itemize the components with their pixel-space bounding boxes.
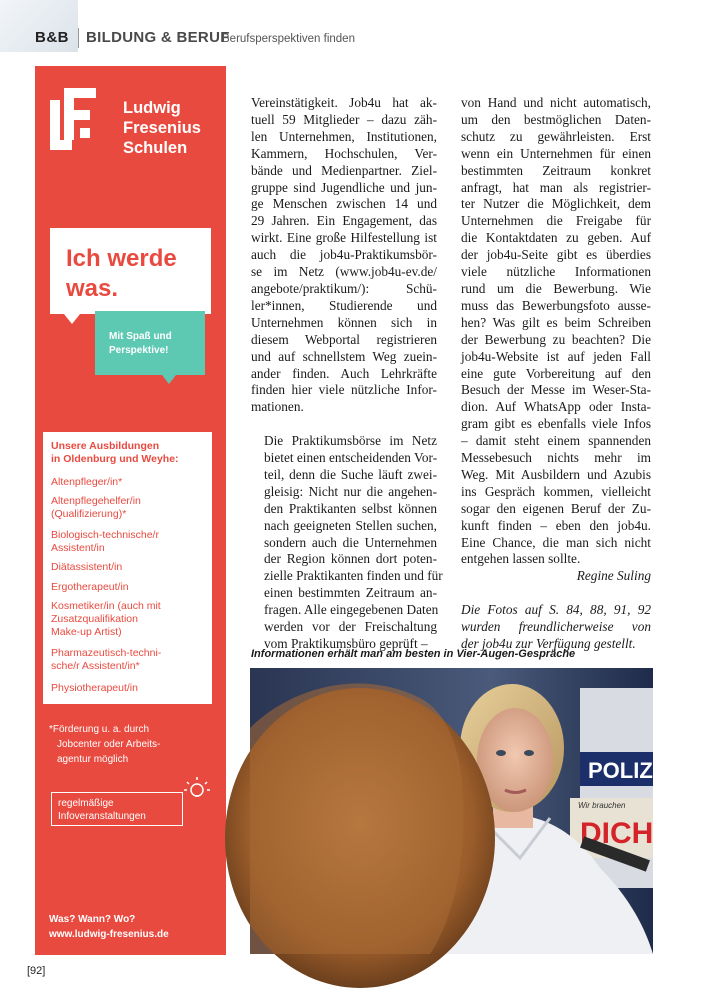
paragraph bbox=[251, 433, 443, 653]
section-subtitle: Berufsperspektiven finden bbox=[222, 33, 355, 45]
list-item: Ergotherapeut/in bbox=[51, 581, 129, 593]
photo-credit: Die Fotos auf S. 84, 88, 91, 92 wurden freundlicherweise von der job4u zur Verfügung gestellt. bbox=[461, 602, 651, 651]
text-line: vom Praktikumsbüro geprüft – bbox=[264, 635, 428, 651]
sign-subtext: Wir brauchen bbox=[578, 801, 626, 810]
list-item: Kosmetiker/in (auch mit Zusatzqualifikation Make-up Artist) bbox=[51, 600, 161, 638]
text-line: bände und Medienpartner. Ziel- bbox=[251, 162, 437, 178]
text-line: der Region können dort poten- bbox=[264, 551, 437, 567]
text-line: ge Menschen zwischen 14 und bbox=[251, 196, 437, 212]
text-line: ler*innen, Studierende und bbox=[251, 297, 437, 313]
magazine-logo: B&B bbox=[35, 29, 69, 46]
page-header bbox=[0, 0, 709, 56]
training-list bbox=[43, 432, 212, 704]
sign-big-text: DICH bbox=[580, 817, 654, 850]
text-line: Besuch der Messe im Weser-Sta- bbox=[461, 382, 651, 398]
mint-bubble bbox=[95, 311, 205, 375]
text-line: bestimmten Zeitraum konkret bbox=[461, 162, 651, 178]
lightbulb-icon bbox=[182, 774, 212, 804]
text-line: Vereinstätigkeit. Job4u hat ak- bbox=[251, 95, 437, 110]
text-line: 29 Jahren. Ein Engagement, das bbox=[251, 213, 437, 229]
slogan-text: Ich werde was. bbox=[66, 245, 177, 302]
text-line: hen? Was gilt es beim Schreiben bbox=[461, 314, 651, 330]
text-line: tuell 59 Mitglieder – dazu zäh- bbox=[251, 111, 437, 127]
info-events-box bbox=[51, 792, 183, 826]
text-line: zielle Praktikanten finden und für bbox=[264, 568, 443, 584]
text-line: sondern auch die Unternehmen bbox=[264, 534, 437, 550]
section-title: BILDUNG & BERUF bbox=[86, 29, 230, 46]
brand-name: Ludwig Fresenius Schulen bbox=[123, 99, 201, 157]
advertisement-panel bbox=[35, 66, 226, 955]
text-line: gram gibt es ebenfalls viele Infos bbox=[461, 416, 651, 432]
article-photo bbox=[250, 668, 674, 954]
text-line: Weg. Mit Ausbildern und Azubis bbox=[461, 466, 651, 482]
funding-footnote: *Förderung u. a. durch Jobcenter oder Arbeits- agentur möglich bbox=[49, 724, 161, 765]
text-line: werden vor der Freischaltung bbox=[264, 619, 437, 635]
text-line: von Hand und nicht automatisch, bbox=[461, 95, 651, 110]
text-line: schutz zu gewährleisten. Erst bbox=[461, 128, 651, 144]
text-line: kunft finden – eben den job4u. bbox=[461, 517, 651, 533]
website-link[interactable]: www.ludwig-fresenius.de bbox=[49, 929, 169, 940]
article-column-1 bbox=[251, 95, 443, 653]
text-line: len Unternehmen, Institutionen, bbox=[251, 128, 437, 144]
text-line: wenn ein Unternehmen für einen bbox=[461, 145, 651, 161]
text-line: job4u-Website ist auf jeden Fall bbox=[461, 348, 651, 364]
text-line: – damit steht einem spannenden bbox=[461, 433, 651, 449]
slogan-bubble bbox=[50, 228, 211, 314]
training-list-heading: Unsere Ausbildungen in Oldenburg und Weyhe: bbox=[51, 440, 179, 465]
fresenius-logo-icon bbox=[50, 88, 106, 156]
text-line: anfragt, hat man als registrier- bbox=[461, 179, 651, 195]
list-item: Altenpflegehelfer/in (Qualifizierung)* bbox=[51, 495, 141, 520]
text-line: diesem Webportal registrieren bbox=[251, 331, 437, 347]
text-line: Kammern, Hochschulen, Ver- bbox=[251, 145, 437, 161]
text-line: nach geeigneten Stellen suchen, bbox=[264, 517, 437, 533]
info-events-text: regelmäßige Infoveranstaltungen bbox=[58, 798, 146, 822]
text-line: und auf schnellstem Weg zuein- bbox=[251, 348, 437, 364]
text-line: rund um die Bewerbung. Wie bbox=[461, 280, 651, 296]
text-line: fragen. Alle eingegebenen Daten bbox=[264, 602, 439, 618]
list-item: Altenpfleger/in* bbox=[51, 476, 123, 488]
text-line: sogar den eigenen Beruf der Zu- bbox=[461, 500, 651, 516]
mint-bubble-text: Mit Spaß und Perspektive! bbox=[109, 331, 172, 356]
list-item: Physiotherapeut/in bbox=[51, 682, 138, 694]
text-line: gruppe sind Jugendliche und jun- bbox=[251, 179, 437, 195]
page-number: [92] bbox=[27, 965, 46, 977]
text-line: ander finden. Auch Lehrkräfte bbox=[251, 365, 437, 381]
text-line: entgehen lassen sollte. bbox=[461, 551, 581, 567]
text-line: ins Gespräch kommen, vielleicht bbox=[461, 483, 651, 499]
text-line: teil, denn die Suche läuft zwei- bbox=[264, 466, 437, 482]
conversation-photo-image bbox=[250, 668, 674, 954]
ad-footer: Was? Wann? Wo? www.ludwig-fresenius.de bbox=[49, 914, 169, 940]
text-line: bietet einen entscheidenden Vor- bbox=[264, 450, 438, 466]
paragraph bbox=[461, 95, 651, 568]
list-item: Diätassistent/in bbox=[51, 561, 123, 573]
text-line: Unternehmen die Freigabe für bbox=[461, 213, 651, 229]
text-line: Unternehmen können sich in bbox=[251, 314, 437, 330]
text-line: der Bewerbung zu beachten? Die bbox=[461, 331, 651, 347]
list-item: Biologisch-technische/r Assistent/in bbox=[51, 529, 159, 554]
text-line: finden hier viele nützliche Infor- bbox=[251, 382, 437, 398]
text-line: ter Nutzer die Möglichkeit, dem bbox=[461, 196, 651, 212]
text-line: mationen. bbox=[251, 399, 304, 415]
text-line: der job4u-Seite gibt es überdies bbox=[461, 247, 651, 263]
article-column-2 bbox=[461, 95, 651, 653]
text-line: wirkt. Eine große Hilfestellung ist bbox=[251, 230, 437, 246]
text-line: Messebesuch nichts mehr im bbox=[461, 450, 651, 466]
text-line: Die Praktikumsbörse im Netz bbox=[264, 433, 437, 449]
text-line: se im Netz (www.job4u-ev.de/ bbox=[251, 264, 437, 280]
text-line: dion. Auf WhatsApp oder Insta- bbox=[461, 399, 651, 415]
text-line: auch die job4u-Praktikumsbör- bbox=[251, 247, 437, 263]
text-line: den Praktikanten selbst können bbox=[264, 500, 437, 516]
header-divider bbox=[78, 28, 79, 48]
text-line: gleisig: Nicht nur die angehen- bbox=[264, 483, 437, 499]
text-line: die Kontaktdaten zu geben. Auf bbox=[461, 230, 651, 246]
text-line: einen bestimmten Zeitraum an- bbox=[264, 585, 437, 601]
author-name: Regine Suling bbox=[576, 568, 651, 584]
paragraph bbox=[251, 95, 437, 416]
police-sign-text: POLIZEI bbox=[588, 758, 674, 783]
text-line: viele nützliche Informationen bbox=[461, 264, 651, 280]
text-line: muss das Bewerbungsfoto ausse- bbox=[461, 297, 651, 313]
text-line: um den bestmöglichen Daten- bbox=[461, 111, 651, 127]
text-line: eine gute Vorbereitung auf den bbox=[461, 365, 651, 381]
text-line: Eine Chance, die man sich nicht bbox=[461, 534, 651, 550]
list-item: Pharmazeutisch-techni- sche/r Assistent/in* bbox=[51, 647, 162, 672]
photo-caption: Informationen erhält man am besten in Vier-Augen-Gespräche bbox=[251, 648, 576, 660]
text-line: angebote/praktikum/): Schü- bbox=[251, 280, 437, 296]
